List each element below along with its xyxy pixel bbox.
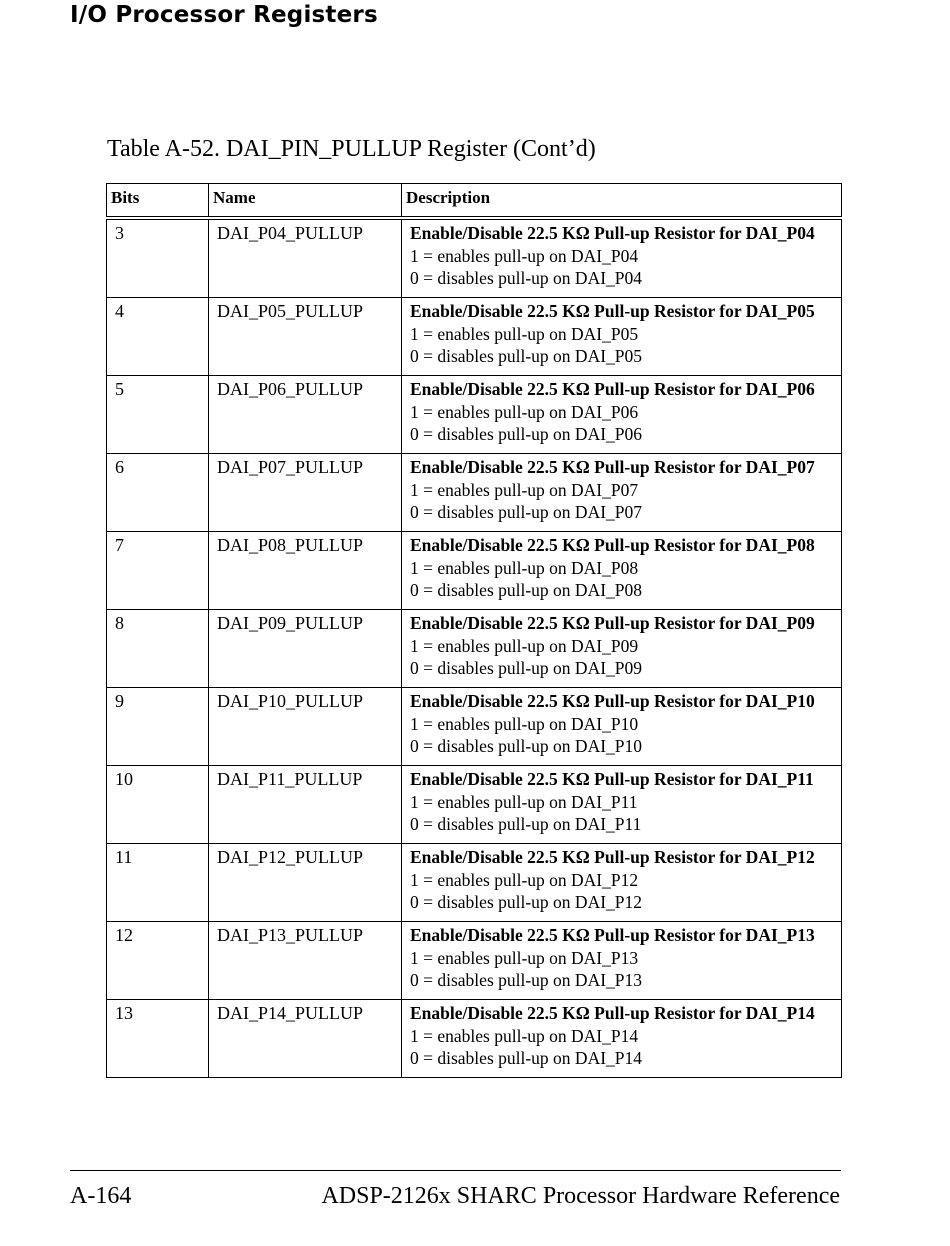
description-disable-line: 0 = disables pull-up on DAI_P08 — [410, 580, 643, 600]
description-cell — [402, 218, 842, 298]
description-disable-line: 0 = disables pull-up on DAI_P11 — [410, 814, 642, 834]
table-row — [107, 1000, 842, 1078]
description-cell — [402, 766, 842, 844]
header-name: Name — [209, 184, 402, 219]
description-disable-line: 0 = disables pull-up on DAI_P10 — [410, 736, 643, 756]
name-cell: DAI_P14_PULLUP — [209, 1000, 402, 1078]
name-cell: DAI_P12_PULLUP — [209, 844, 402, 922]
description-title: Enable/Disable 22.5 KΩ Pull-up Resistor for DAI_P13 — [410, 925, 815, 945]
bits-cell: 3 — [107, 218, 209, 298]
name-cell: DAI_P06_PULLUP — [209, 376, 402, 454]
bits-cell: 4 — [107, 298, 209, 376]
bits-cell: 9 — [107, 688, 209, 766]
header-description: Description — [402, 184, 842, 219]
table-row — [107, 376, 842, 454]
bits-cell: 12 — [107, 922, 209, 1000]
header-bits: Bits — [107, 184, 209, 219]
description-title: Enable/Disable 22.5 KΩ Pull-up Resistor for DAI_P09 — [410, 613, 815, 633]
description-enable-line: 1 = enables pull-up on DAI_P07 — [410, 479, 639, 500]
bits-cell: 5 — [107, 376, 209, 454]
description-title: Enable/Disable 22.5 KΩ Pull-up Resistor for DAI_P07 — [410, 457, 815, 477]
description-disable-line: 0 = disables pull-up on DAI_P13 — [410, 970, 643, 990]
description-enable-line: 1 = enables pull-up on DAI_P04 — [410, 245, 639, 266]
name-cell: DAI_P07_PULLUP — [209, 454, 402, 532]
description-title: Enable/Disable 22.5 KΩ Pull-up Resistor for DAI_P10 — [410, 691, 815, 711]
description-enable-line: 1 = enables pull-up on DAI_P13 — [410, 947, 639, 968]
book-title: ADSP-2126x SHARC Processor Hardware Reference — [321, 1183, 840, 1209]
table-row — [107, 218, 842, 298]
description-cell — [402, 610, 842, 688]
description-cell — [402, 922, 842, 1000]
table-row — [107, 922, 842, 1000]
description-disable-line: 0 = disables pull-up on DAI_P09 — [410, 658, 643, 678]
description-enable-line: 1 = enables pull-up on DAI_P14 — [410, 1025, 639, 1046]
bits-cell: 6 — [107, 454, 209, 532]
table-row — [107, 844, 842, 922]
description-enable-line: 1 = enables pull-up on DAI_P06 — [410, 401, 639, 422]
description-disable-line: 0 = disables pull-up on DAI_P07 — [410, 502, 643, 522]
table-row — [107, 688, 842, 766]
description-disable-line: 0 = disables pull-up on DAI_P12 — [410, 892, 643, 912]
table-row — [107, 298, 842, 376]
description-title: Enable/Disable 22.5 KΩ Pull-up Resistor for DAI_P04 — [410, 223, 815, 243]
description-enable-line: 1 = enables pull-up on DAI_P10 — [410, 713, 639, 734]
description-cell — [402, 532, 842, 610]
name-cell: DAI_P04_PULLUP — [209, 218, 402, 298]
name-cell: DAI_P08_PULLUP — [209, 532, 402, 610]
description-enable-line: 1 = enables pull-up on DAI_P12 — [410, 869, 639, 890]
name-cell: DAI_P05_PULLUP — [209, 298, 402, 376]
description-enable-line: 1 = enables pull-up on DAI_P11 — [410, 791, 638, 812]
name-cell: DAI_P09_PULLUP — [209, 610, 402, 688]
description-enable-line: 1 = enables pull-up on DAI_P05 — [410, 323, 639, 344]
table-header-row — [107, 184, 842, 219]
description-title: Enable/Disable 22.5 KΩ Pull-up Resistor for DAI_P11 — [410, 769, 814, 789]
description-cell — [402, 844, 842, 922]
bits-cell: 7 — [107, 532, 209, 610]
table-row — [107, 532, 842, 610]
description-disable-line: 0 = disables pull-up on DAI_P04 — [410, 268, 643, 288]
name-cell: DAI_P13_PULLUP — [209, 922, 402, 1000]
description-title: Enable/Disable 22.5 KΩ Pull-up Resistor for DAI_P05 — [410, 301, 815, 321]
description-cell — [402, 454, 842, 532]
register-table — [106, 183, 842, 1078]
description-disable-line: 0 = disables pull-up on DAI_P06 — [410, 424, 643, 444]
bits-cell: 13 — [107, 1000, 209, 1078]
page-number: A-164 — [70, 1183, 132, 1209]
table-row — [107, 610, 842, 688]
description-title: Enable/Disable 22.5 KΩ Pull-up Resistor for DAI_P14 — [410, 1003, 815, 1023]
bits-cell: 11 — [107, 844, 209, 922]
description-enable-line: 1 = enables pull-up on DAI_P09 — [410, 635, 639, 656]
description-cell — [402, 1000, 842, 1078]
description-title: Enable/Disable 22.5 KΩ Pull-up Resistor for DAI_P06 — [410, 379, 815, 399]
description-cell — [402, 688, 842, 766]
description-disable-line: 0 = disables pull-up on DAI_P05 — [410, 346, 643, 366]
name-cell: DAI_P10_PULLUP — [209, 688, 402, 766]
table-row — [107, 766, 842, 844]
description-cell — [402, 298, 842, 376]
description-title: Enable/Disable 22.5 KΩ Pull-up Resistor for DAI_P08 — [410, 535, 815, 555]
table-caption: Table A-52. DAI_PIN_PULLUP Register (Cont’d) — [107, 136, 596, 162]
description-enable-line: 1 = enables pull-up on DAI_P08 — [410, 557, 639, 578]
name-cell: DAI_P11_PULLUP — [209, 766, 402, 844]
running-head: I/O Processor Registers — [70, 2, 378, 28]
description-title: Enable/Disable 22.5 KΩ Pull-up Resistor for DAI_P12 — [410, 847, 815, 867]
footer-rule — [70, 1170, 841, 1171]
description-disable-line: 0 = disables pull-up on DAI_P14 — [410, 1048, 643, 1068]
table-row — [107, 454, 842, 532]
bits-cell: 8 — [107, 610, 209, 688]
description-cell — [402, 376, 842, 454]
bits-cell: 10 — [107, 766, 209, 844]
